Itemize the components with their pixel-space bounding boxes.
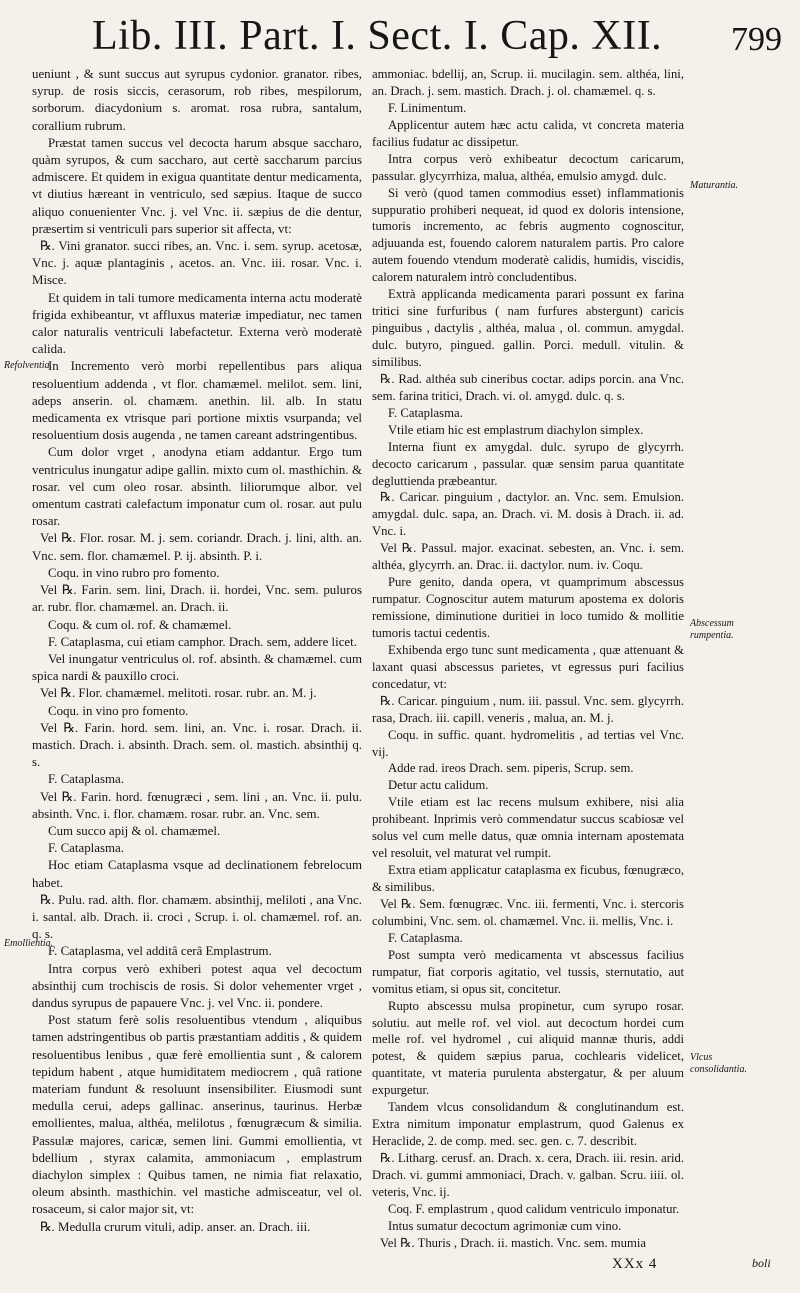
paragraph: ℞. Rad. althéa sub cineribus coctar. adips porcin. ana Vnc. sem. farina tritici, Drach. vi. ol. amygd. dulc. q. s.	[372, 371, 684, 403]
paragraph: Coq. F. emplastrum , quod calidum ventriculo imponatur.	[388, 1201, 680, 1216]
paragraph: Exhibenda ergo tunc sunt medicamenta , quæ attenuant & laxant quasi abscessus parietes, vt egressus puri facilius concedatur, vt:	[372, 642, 684, 691]
paragraph: Vel ℞. Farin. sem. lini, Drach. ii. hordei, Vnc. sem. puluros ar. rubr. flor. chamæmel. an. Drach. ii.	[32, 583, 362, 615]
paragraph: Pure genito, danda opera, vt quamprimum abscessus rumpatur. Cognoscitur autem maturum apostema ex doloris remissione, diminutione duritiei in loco tumido & mollitie tumoris tactui cedentis.	[372, 575, 684, 640]
paragraph: Post statum ferè solis resoluentibus vtendum , aliquibus tamen adstringentibus ob partis præstantiam additis , & quidem resoluentibus lenibus , quæ ferè emollientia sunt , & calorem tepidum habent , atque humiditatem mediocrem , quâ ratione materiam fundunt & resoluunt insensibiliter. Eiusmodi sunt medulla cerui, adeps gallinac. anserinus, taurinus. Herbæ emollientes, malua, althéa, melilotus , fœnugræcum & similia. Passulæ majores, caricæ, semen lini. Gummi emollientia, vt bdellium , styrax calamita, ammoniacum , emplastrum diachylon simplex : Quibus tamen, ne nimia fiat relaxatio, oleum absinth. masthichin. vel mastiche admisceatur, vel ol. rosaceum, si calor major sit, vt:	[32, 1013, 362, 1217]
paragraph: Vel inungatur ventriculus ol. rof. absinth. & chamæmel. cum spica nardi & pauxillo croci.	[32, 651, 362, 684]
margin-note-abscessum-rumpentia: Abscessum rumpentia.	[690, 618, 734, 641]
paragraph: Intra corpus verò exhiberi potest aqua vel decoctum absinthij cum trochiscis de rosis. Si dolor vehementer vrget , dandus syrupus de papauere Vnc. j. vel Vnc. ii. pondere.	[32, 961, 362, 1010]
left-column	[32, 66, 362, 1236]
paragraph: Applicentur autem hæc actu calida, vt concreta materia facilius fudatur ac dissipetur.	[372, 117, 684, 149]
right-column	[372, 66, 684, 1252]
paragraph: Vtile etiam est lac recens mulsum exhibere, nisi alia prohibeant. Inprimis verò commendatur succus scabiosæ vel solus vel cum melle datus, quæ omnia internam apostemata vel resoluit, vel maturat vel rumpit.	[372, 795, 684, 861]
page-number: 799	[731, 21, 782, 58]
paragraph: ℞. Caricar. pinguium , num. iii. passul. Vnc. sem. glycyrrh. rasa, Drach. iii. capill. veneris , malua, an. M. j.	[372, 693, 684, 725]
paragraph: F. Cataplasma.	[388, 405, 463, 420]
paragraph: F. Cataplasma.	[48, 772, 124, 787]
paragraph: Hoc etiam Cataplasma vsque ad declinationem febrelocum habet.	[32, 858, 362, 890]
paragraph: Tandem vlcus consolidandum & conglutinandum est. Extra nimitum imponatur emplastrum, quod Galenus ex Heraclide, 2. de comp. med. sec. gen. c. 7. describit.	[372, 1100, 684, 1149]
paragraph: Vel ℞. Flor. rosar. M. j. sem. coriandr. Drach. j. lini, alth. an. Vnc. sem. flor. chamæmel. P. ij. absinth. P. i.	[32, 531, 362, 563]
paragraph: Adde rad. ireos Drach. sem. piperis, Scrup. sem.	[388, 761, 634, 776]
paragraph: Et quidem in tali tumore medicamenta interna actu moderatè frigida exhibeantur, vt affluxus materiæ impediatur, nec tamen calor naturalis ventriculi labefactetur. Externa verò moderatè calida.	[32, 290, 362, 357]
paragraph: Vel ℞. Sem. fœnugræc. Vnc. iii. fermenti, Vnc. i. stercoris columbini, Vnc. sem. ol. chamæmel. Vnc. ii. mellis, Vnc. i.	[372, 896, 684, 928]
catchword: boli	[752, 1256, 771, 1270]
paragraph: F. Cataplasma, vel additâ cerâ Emplastrum.	[48, 944, 272, 959]
paragraph: Vel ℞. Passul. major. exacinat. sebesten, an. Vnc. i. sem. althéa, glycyrrh. an. Drac. ii. dactylor. num. iv. Coqu.	[372, 541, 684, 573]
paragraph: F. Cataplasma.	[48, 841, 124, 856]
margin-note-vlcus-consolidantia: Vlcus consolidantia.	[690, 1052, 747, 1075]
paragraph: In Incremento verò morbi repellentibus pars aliqua resoluentium addenda , vt flor. chamæmel. melilot. sem. lini, adeps anserin. ol. chamæm. anethin. lil. alb. In statu medicamenta ex vtrisque pari portione mixtis vsurpanda; vel resoluentium dosis augenda , ne tamen careant adstringentibus.	[32, 359, 362, 443]
paragraph: Post sumpta verò medicamenta vt abscessus facilius rumpatur, fiat corporis agitatio, vel tussis, sternutatio, aut vomitus etiam, si opus sit, concitetur.	[372, 947, 684, 996]
paragraph: Detur actu calidum.	[388, 778, 489, 793]
signature-mark: XXx 4	[612, 1256, 658, 1272]
paragraph: Vtile etiam hic est emplastrum diachylon simplex.	[388, 422, 644, 437]
paragraph: Vel ℞. Thuris , Drach. ii. mastich. Vnc. sem. mumia	[380, 1235, 647, 1250]
paragraph: Coqu. in vino rubro pro fomento.	[48, 565, 220, 580]
paragraph: Coqu. in vino pro fomento.	[48, 703, 189, 718]
paragraph: Vel ℞. Farin. hord. fœnugræci , sem. lini , an. Vnc. ii. pulu. absinth. Vnc. i. flor. chamæm. rosar. rubr. an. Vnc. sem.	[32, 789, 362, 821]
paragraph: Coqu. in suffic. quant. hydromelitis , ad tertias vel Vnc. vij.	[372, 727, 684, 759]
paragraph: Extra etiam applicatur cataplasma ex ficubus, fœnugræco, & similibus.	[372, 863, 684, 894]
paragraph: ammoniac. bdellij, an, Scrup. ii. mucilagin. sem. althéa, lini, an. Drach. j. sem. mastich. Drach. j. ol. chamæmel. q. s.	[372, 67, 684, 98]
paragraph: ueniunt , & sunt succus aut syrupus cydonior. granator. ribes, syrup. de rosis siccis, cerasorum, rob ribes, mespilorum, sorborum. diacydonium s. aromat. rosa rubra, santalum, corallium rubrum.	[32, 67, 362, 133]
paragraph: Coqu. & cum ol. rof. & chamæmel.	[48, 617, 232, 632]
paragraph: Cum dolor vrget , anodyna etiam addantur. Ergo tum ventriculus inungatur adipe gallin. mixto cum ol. masthichin. & rosar. vel cum oleo rosar. absinth. liliorumque albor. vel omentum castrati calefactum imponatur cum ol. rosar. aut pulu rosar.	[32, 445, 362, 529]
paragraph: F. Cataplasma, cui etiam camphor. Drach. sem, addere licet.	[48, 634, 357, 649]
paragraph: Vel ℞. Flor. chamæmel. melitoti. rosar. rubr. an. M. j.	[40, 686, 317, 701]
paragraph: Si verò (quod tamen commodius esset) inflammationis suppuratio prohiberi nequeat, id quod ex doloris intensione, tumoris incremento, ac febris augmento cognoscitur, adjuuanda est, fouendo calorem naturalem partis. Pro calore autem fouendo vtendum moderatè calidis, humidis, viscidis, calorem naturalem intrò concludentibus.	[372, 185, 684, 285]
paragraph: ℞. Litharg. cerusf. an. Drach. x. cera, Drach. iii. resin. arid. Drach. vi. gummi ammoniaci, Drach. v. galban. Scru. iiii. ol. veteris, Vnc. ij.	[372, 1151, 684, 1199]
paragraph: Extrà applicanda medicamenta parari possunt ex farina tritici sine furfuribus ( nam furfures abstergunt) caricis pinguibus , dactylis , althéa, malua , ol. commun. amygdal. dulc. butyro, pingued. gallin. Porci. medull. vitulin. & similibus.	[372, 287, 684, 369]
paragraph: Vel ℞. Farin. hord. sem. lini, an. Vnc. i. rosar. Drach. ii. mastich. Drach. i. absinth. Drach. sem. ol. mastich. absinthij q. s.	[32, 720, 362, 770]
margin-note-emollientia: Emollientia.	[4, 938, 54, 949]
paragraph: Intus sumatur decoctum agrimoniæ cum vino.	[388, 1218, 622, 1233]
paragraph: ℞. Pulu. rad. alth. flor. chamæm. absinthij, meliloti , ana Vnc. i. santal. alb. Drach. ii. croci , Scrup. i. ol. chamæmel. rof. an. q. s.	[32, 892, 362, 942]
margin-note-maturantia: Maturantia.	[690, 180, 739, 191]
paragraph: ℞. Vini granator. succi ribes, an. Vnc. i. sem. syrup. acetosæ, Vnc. j. aquæ plantaginis , acetos. an. Vnc. iii. rosar. Vnc. i. Misce.	[32, 239, 362, 288]
paragraph: Præstat tamen succus vel decocta harum absque saccharo, quàm syrupos, & cum saccharo, aut certè saccharum parcius admiscere. Et quidem in exigua quantitate dentur medicamenta, vt diutius hæreant in ventriculo, sed sæpius. Itaque de succo aliquo conuenienter Vnc. j. vel Vnc. ii. sæpius de die dentur, præsertim si ventriculi pars superior sit affecta, vt:	[32, 135, 362, 236]
paragraph: ℞. Caricar. pinguium , dactylor. an. Vnc. sem. Emulsion. amygdal. dulc. sapa, an. Drach. vi. M. dosis à Drach. ii. ad. Vnc. i.	[372, 490, 684, 539]
paragraph: Interna fiunt ex amygdal. dulc. syrupo de glycyrrh. decocto caricarum , passular. quæ sensim parua quantitate degluttienda præbeantur.	[372, 439, 684, 488]
running-head: Lib. III. Part. I. Sect. I. Cap. XII.	[92, 13, 663, 59]
paragraph: Cum succo apij & ol. chamæmel.	[48, 823, 221, 838]
paragraph: Rupto abscessu mulsa propinetur, cum syrupo rosar. solutiu. aut melle rof. vel viol. aut decoctum hordei cum melle rof. vel hydromel , cui aliquid mannæ thuris, addi potest, & quidem sæpius parua, cochlearis videlicet, quantitate, vt materia purulenta abstergatur, & per aluum expurgetur.	[372, 998, 684, 1098]
paragraph: ℞. Medulla crurum vituli, adip. anser. an. Drach. iii.	[40, 1219, 311, 1234]
paragraph: F. Linimentum.	[388, 100, 467, 115]
page-header	[0, 8, 800, 68]
paragraph: Intra corpus verò exhibeatur decoctum caricarum, passular. glycyrrhiza, malua, althéa, emulsio amygd. dulc.	[372, 151, 684, 183]
paragraph: F. Cataplasma.	[388, 930, 463, 945]
margin-note-resolventia: Refolventia.	[4, 360, 53, 371]
